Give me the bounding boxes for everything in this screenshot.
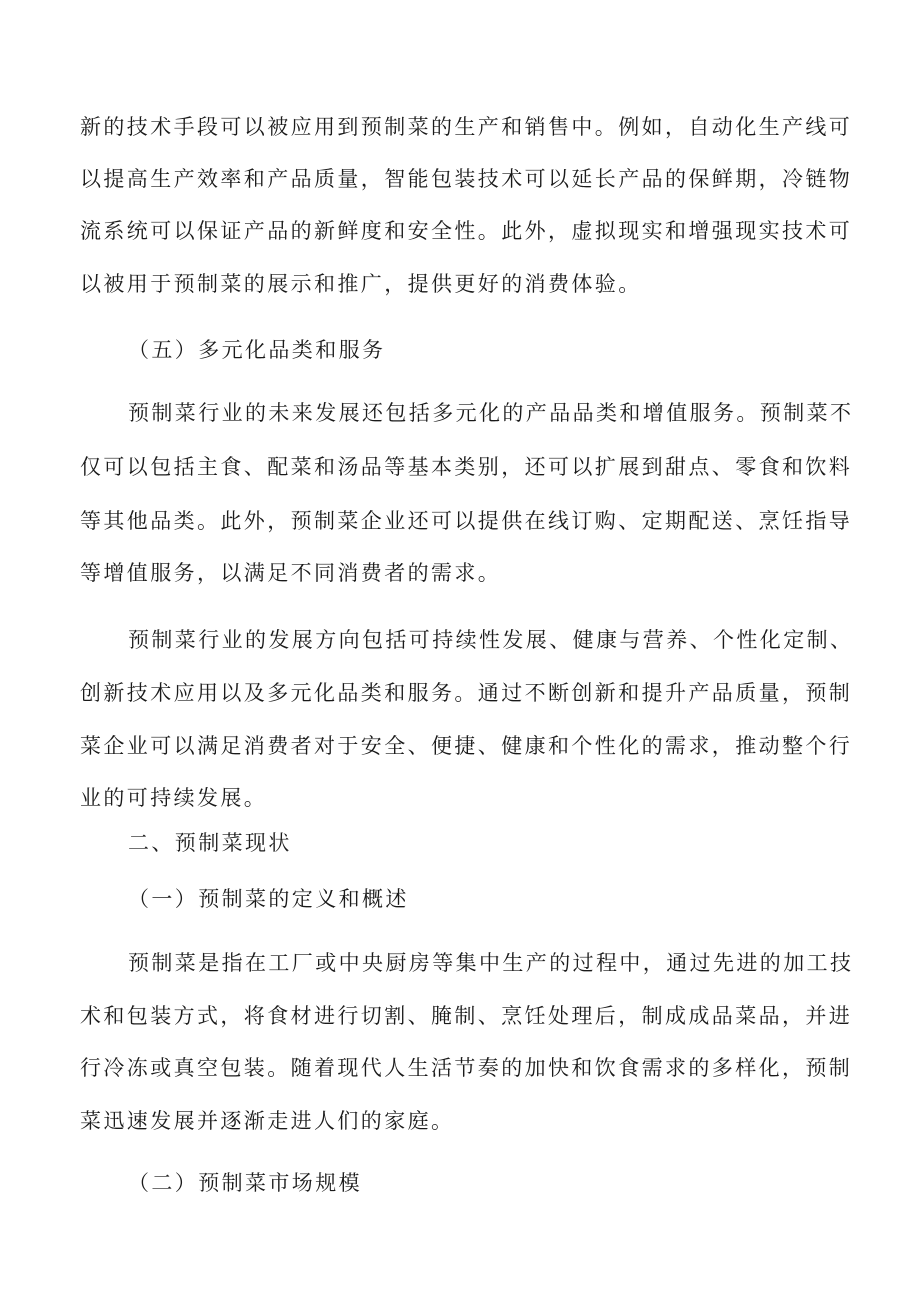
paragraph-1-line-1: 新的技术手段可以被应用到预制菜的生产和销售中。例如，自动化生产线可	[80, 115, 853, 139]
paragraph-3-line-2: 创新技术应用以及多元化品类和服务。通过不断创新和提升产品质量，预制	[80, 681, 853, 705]
section-heading-1: （一）预制菜的定义和概述	[128, 887, 409, 911]
paragraph-4-line-4: 菜迅速发展并逐渐走进人们的家庭。	[80, 1109, 455, 1133]
chapter-heading-2: 二、预制菜现状	[128, 831, 292, 855]
paragraph-2-line-3: 等其他品类。此外，预制菜企业还可以提供在线订购、定期配送、烹饪指导	[80, 509, 853, 533]
paragraph-1-line-3: 流系统可以保证产品的新鲜度和安全性。此外，虚拟现实和增强现实技术可	[80, 219, 853, 243]
paragraph-3-line-4: 业的可持续发展。	[80, 786, 268, 810]
paragraph-3-line-3: 菜企业可以满足消费者对于安全、便捷、健康和个性化的需求，推动整个行	[80, 734, 853, 758]
paragraph-1-line-4: 以被用于预制菜的展示和推广，提供更好的消费体验。	[80, 272, 642, 296]
paragraph-2-line-1: 预制菜行业的未来发展还包括多元化的产品品类和增值服务。预制菜不	[128, 401, 854, 425]
paragraph-4-line-3: 行冷冻或真空包装。随着现代人生活节奏的加快和饮食需求的多样化，预制	[80, 1056, 853, 1080]
paragraph-4-line-1: 预制菜是指在工厂或中央厨房等集中生产的过程中，通过先进的加工技	[128, 951, 854, 975]
paragraph-1-line-2: 以提高生产效率和产品质量，智能包装技术可以延长产品的保鲜期，冷链物	[80, 167, 853, 191]
paragraph-2-line-2: 仅可以包括主食、配菜和汤品等基本类别，还可以扩展到甜点、零食和饮料	[80, 455, 853, 479]
paragraph-3-line-1: 预制菜行业的发展方向包括可持续性发展、健康与营养、个性化定制、	[128, 628, 854, 652]
section-heading-2: （二）预制菜市场规模	[128, 1171, 362, 1195]
paragraph-2-line-4: 等增值服务，以满足不同消费者的需求。	[80, 561, 502, 585]
section-heading-5: （五）多元化品类和服务	[128, 338, 386, 362]
paragraph-4-line-2: 术和包装方式，将食材进行切割、腌制、烹饪处理后，制成成品菜品，并进	[80, 1004, 853, 1028]
